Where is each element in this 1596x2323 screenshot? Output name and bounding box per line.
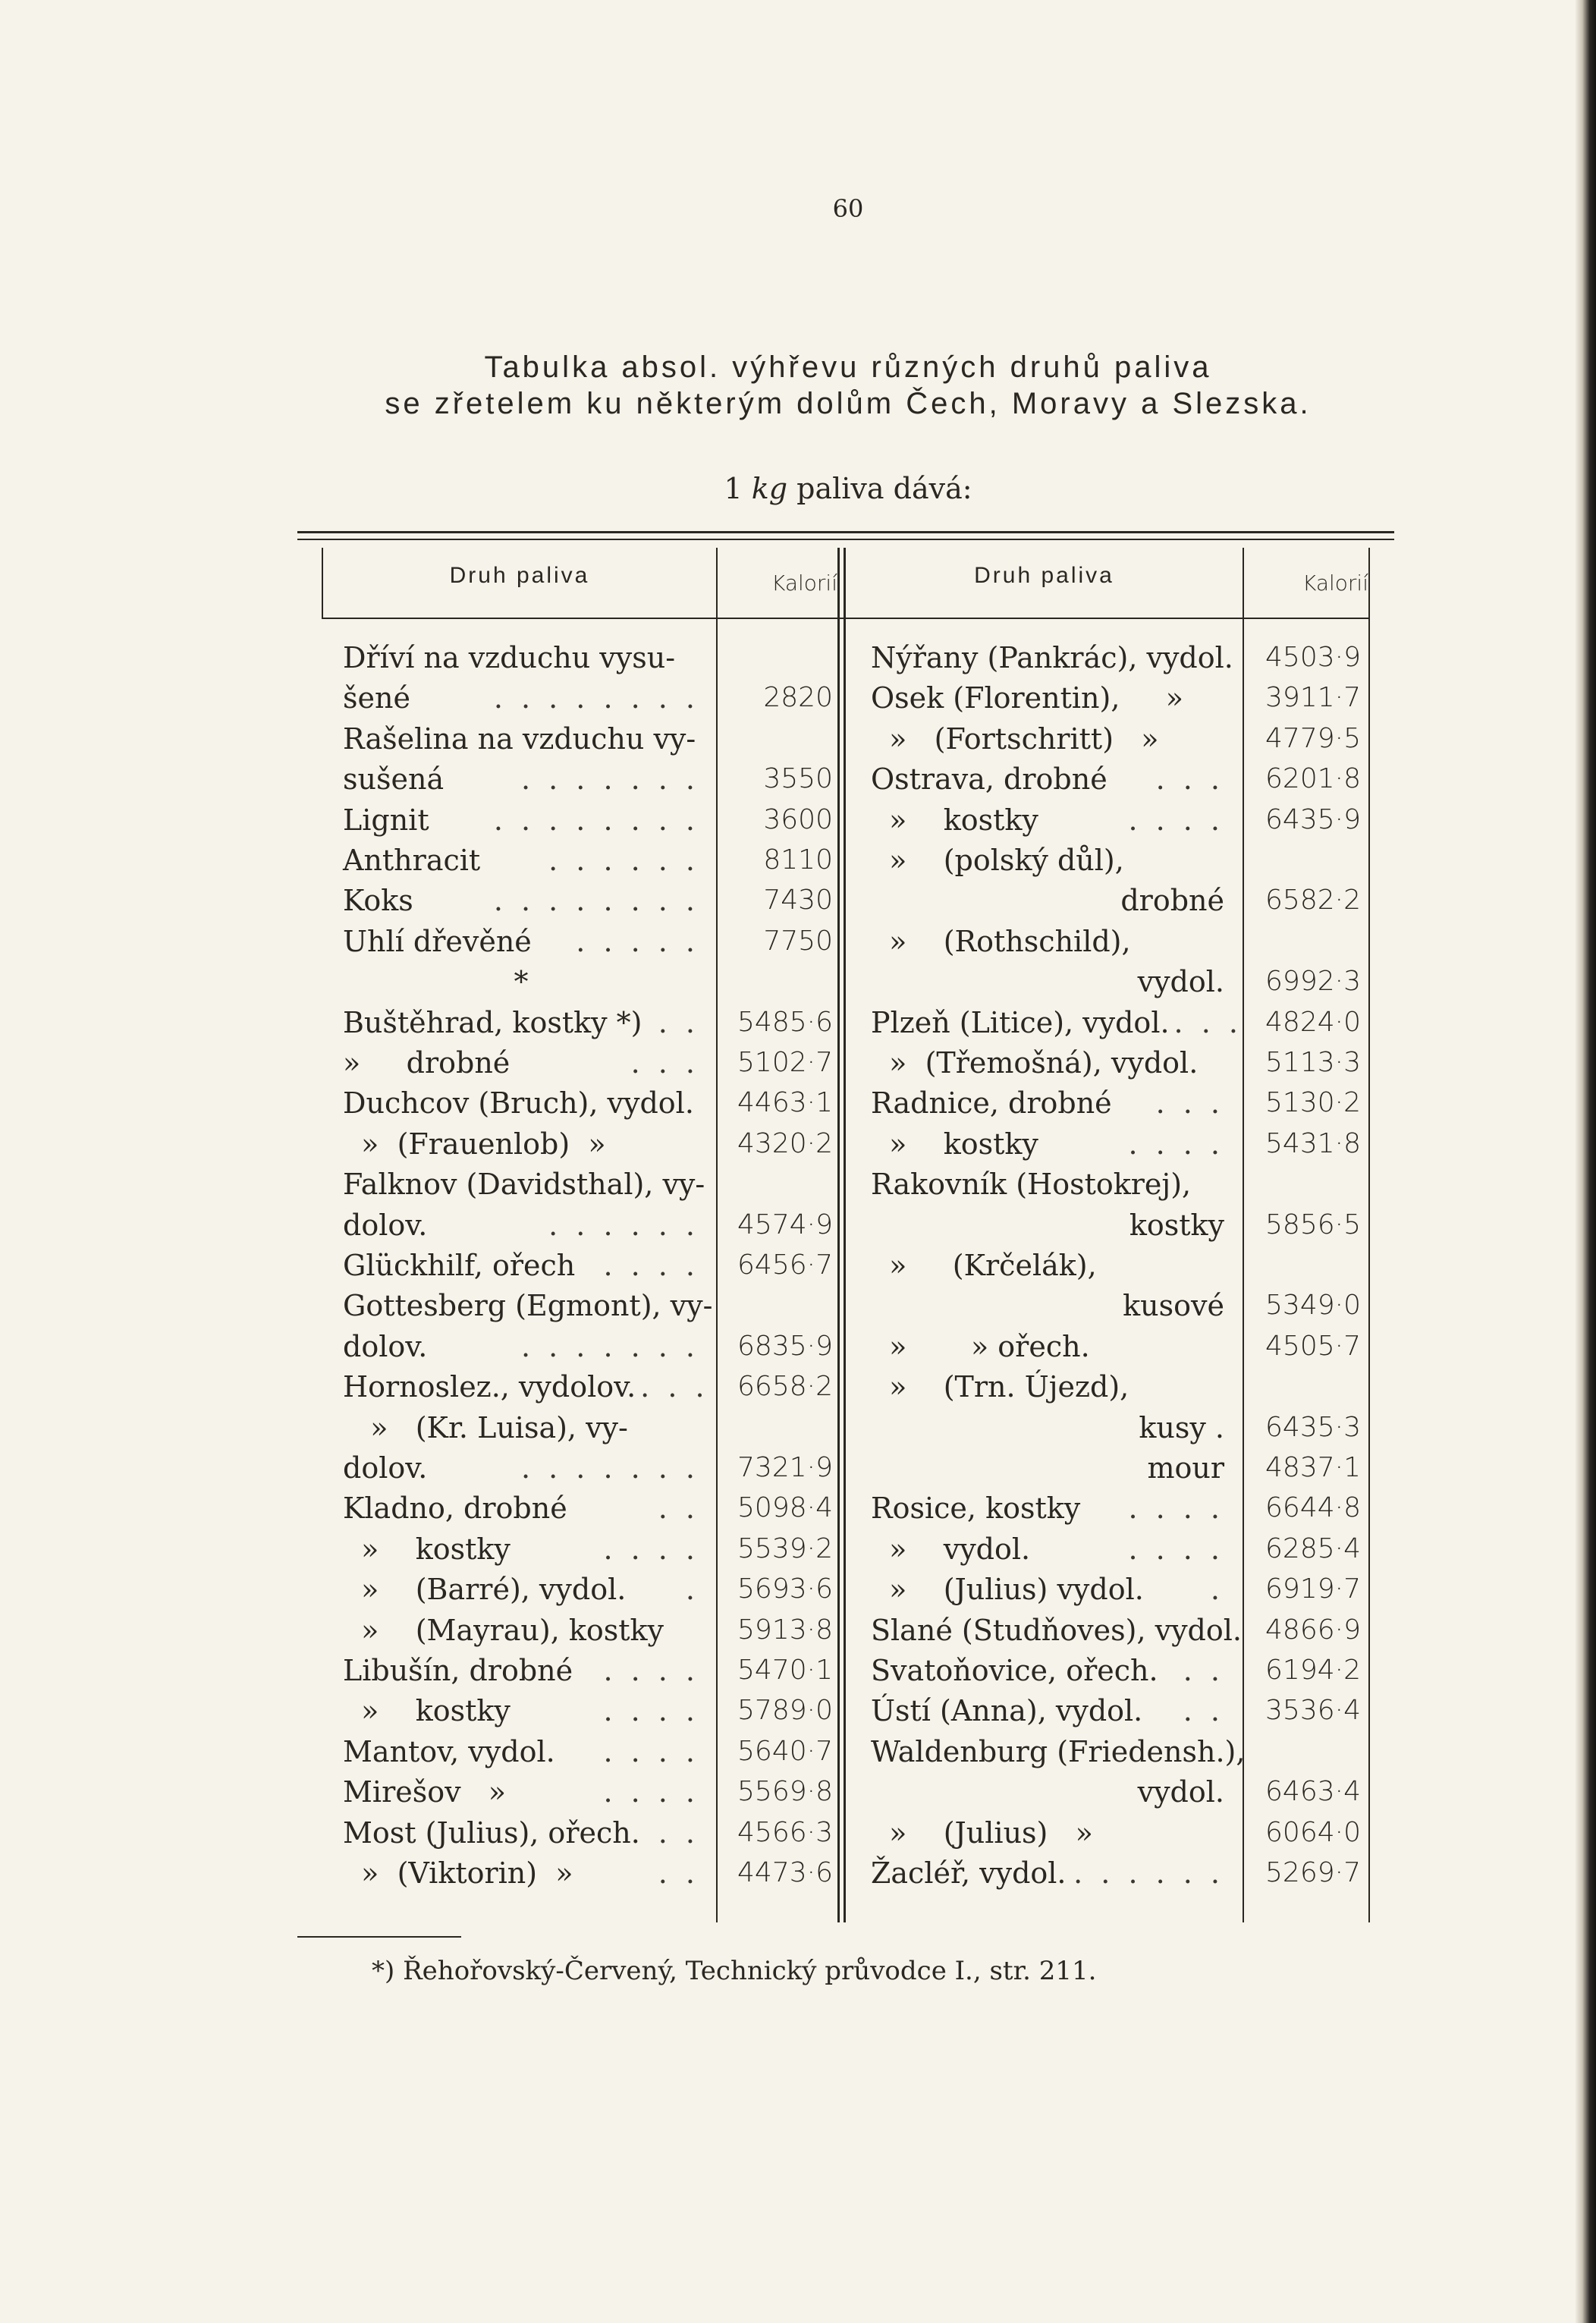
- fuel-name: Uhlí dřevěné: [343, 925, 532, 958]
- fuel-name: Rašelina na vzduchu vy-: [343, 722, 696, 756]
- right-row-label: [871, 1326, 1224, 1367]
- left-row-label: [343, 880, 699, 921]
- right-row-label: [871, 1731, 1246, 1772]
- fuel-name: Radnice, drobné: [871, 1086, 1112, 1120]
- dot-leader: . . . . . .: [548, 844, 699, 877]
- left-row-label: [343, 840, 699, 881]
- calorie-value: 2820: [763, 682, 833, 713]
- dot-leader: . . . . . . .: [520, 1330, 699, 1363]
- left-row-label: [343, 1326, 699, 1367]
- dot-leader: . . .: [1155, 762, 1224, 796]
- calorie-value: 7430: [763, 885, 833, 916]
- calorie-value: 6919·7: [1265, 1573, 1361, 1605]
- left-row-label: [343, 1529, 699, 1570]
- dot-leader: .: [685, 1573, 699, 1606]
- right-border-line: [1368, 548, 1370, 1922]
- left-row-label: [343, 1285, 713, 1326]
- right-row-label: [871, 800, 1224, 841]
- fuel-name: » (Rothschild),: [871, 925, 1131, 958]
- fuel-name: dolov.: [343, 1209, 428, 1242]
- right-row-label: [871, 1448, 1224, 1488]
- right-row-label: [871, 1164, 1224, 1205]
- right-row-label: [871, 880, 1224, 921]
- calorie-value: 4566·3: [737, 1817, 833, 1848]
- header-right-calories: Kalorií: [1302, 571, 1368, 596]
- right-row-label: [871, 1285, 1224, 1326]
- dot-leader: . .: [658, 1856, 699, 1890]
- fuel-name: *: [514, 965, 529, 998]
- fuel-name: dolov.: [343, 1451, 428, 1485]
- table-top-rule: [297, 531, 1394, 533]
- calorie-value: 5485·6: [737, 1007, 833, 1038]
- calorie-value: 6658·2: [737, 1371, 833, 1402]
- dot-leader: . . . .: [1128, 1532, 1224, 1566]
- fuel-name: » (Barré), vydol.: [343, 1573, 627, 1606]
- dot-leader: . . . . . . .: [520, 1451, 699, 1485]
- fuel-name: vydol.: [1137, 1775, 1224, 1809]
- left-row-label: [343, 1002, 699, 1043]
- fuel-name: Glückhilf, ořech: [343, 1249, 576, 1282]
- table-top-rule-2: [297, 539, 1394, 540]
- footnote: *) Řehořovský-Červený, Technický průvodce I., str. 211.: [372, 1956, 1097, 1986]
- left-row-label: [343, 1731, 699, 1772]
- dot-leader: .: [1210, 1573, 1224, 1606]
- calorie-value: 4505·7: [1265, 1331, 1361, 1362]
- fuel-name: Rakovník (Hostokrej),: [871, 1168, 1192, 1201]
- calorie-value: 5856·5: [1265, 1209, 1361, 1240]
- calorie-value: 5130·2: [1265, 1087, 1361, 1118]
- fuel-name: Dříví na vzduchu vysu-: [343, 641, 676, 674]
- fuel-name: Nýřany (Pankrác), vydol.: [871, 641, 1233, 674]
- calorie-value: 4779·5: [1265, 723, 1361, 754]
- fuel-name: Svatoňovice, ořech.: [871, 1654, 1158, 1687]
- center-double-line-b: [844, 548, 846, 1922]
- calorie-value: 5539·2: [737, 1533, 833, 1564]
- left-row-label: [343, 1042, 699, 1083]
- dot-leader: . . . .: [1128, 803, 1224, 837]
- left-row-label: [343, 1366, 709, 1407]
- calorie-value: 7750: [763, 926, 833, 957]
- fuel-name: » (Krčelák),: [871, 1249, 1097, 1282]
- fuel-name: Osek (Florentin), »: [871, 681, 1184, 715]
- calorie-value: 3550: [763, 763, 833, 794]
- left-row-label: [343, 921, 699, 962]
- dot-leader: . . .: [1173, 1006, 1243, 1039]
- left-row-label: [343, 718, 699, 759]
- fuel-name: » kostky: [343, 1532, 511, 1566]
- calorie-value: 6644·8: [1265, 1492, 1361, 1523]
- left-row-label: [343, 961, 699, 1002]
- calorie-value: 4503·9: [1265, 642, 1361, 673]
- right-row-label: [871, 1083, 1224, 1124]
- dot-leader: . . . .: [603, 1654, 699, 1687]
- fuel-name: Ústí (Anna), vydol.: [871, 1694, 1143, 1727]
- right-row-label: [871, 718, 1224, 759]
- fuel-name: Ostrava, drobné: [871, 762, 1107, 796]
- fuel-name: » vydol.: [871, 1532, 1031, 1566]
- fuel-name: sušená: [343, 762, 445, 796]
- right-row-label: [871, 921, 1224, 962]
- fuel-name: Anthracit: [343, 844, 481, 877]
- dot-leader: . . . . . .: [548, 1209, 699, 1242]
- left-row-label: [343, 1569, 699, 1610]
- fuel-name: » (Viktorin) »: [343, 1856, 573, 1890]
- fuel-name: » (polský důl),: [871, 844, 1124, 877]
- right-row-label: [871, 1124, 1224, 1165]
- left-row-label: [343, 1448, 699, 1488]
- right-row-label: [871, 1407, 1224, 1448]
- dot-leader: . . . . . .: [1073, 1856, 1224, 1890]
- left-row-label: [343, 1812, 699, 1853]
- calorie-value: 5693·6: [737, 1573, 833, 1605]
- fuel-name: Gottesberg (Egmont), vy-: [343, 1289, 713, 1322]
- calorie-value: 3536·4: [1265, 1695, 1361, 1726]
- calorie-value: 6201·8: [1265, 763, 1361, 794]
- calorie-value: 5470·1: [737, 1655, 833, 1686]
- left-row-label: [343, 1650, 699, 1691]
- fuel-name: kusy .: [1139, 1411, 1224, 1444]
- calorie-value: 8110: [763, 844, 833, 875]
- right-row-label: [871, 759, 1224, 800]
- left-row-label: [343, 759, 699, 800]
- calorie-value: 6435·9: [1265, 804, 1361, 835]
- dot-leader: . .: [1183, 1654, 1224, 1687]
- fuel-name: Mirešov »: [343, 1775, 507, 1809]
- dot-leader: . .: [658, 1492, 699, 1525]
- fuel-name: » drobné: [343, 1046, 511, 1080]
- dot-leader: . . . .: [603, 1735, 699, 1768]
- calorie-value: 6285·4: [1265, 1533, 1361, 1564]
- calorie-value: 4320·2: [737, 1128, 833, 1159]
- calorie-value: 5640·7: [737, 1736, 833, 1767]
- dot-leader: . . .: [630, 1046, 699, 1080]
- right-row-label: [871, 1650, 1224, 1691]
- calorie-value: 5102·7: [737, 1047, 833, 1078]
- fuel-name: » (Julius) vydol.: [871, 1573, 1144, 1606]
- table-subtitle: [0, 472, 1596, 505]
- fuel-name: Waldenburg (Friedensh.),: [871, 1735, 1246, 1768]
- right-row-label: [871, 961, 1224, 1002]
- calorie-value: 7321·9: [737, 1452, 833, 1483]
- header-right-fuel-type: Druh paliva: [974, 563, 1114, 588]
- left-row-label: [343, 1407, 699, 1448]
- left-row-label: [343, 1610, 699, 1651]
- right-row-label: [871, 1690, 1224, 1731]
- fuel-name: kostky: [1129, 1209, 1224, 1242]
- left-row-label: [343, 1124, 699, 1165]
- calorie-value: 4473·6: [737, 1857, 833, 1888]
- fuel-name: » (Julius) »: [871, 1816, 1093, 1850]
- dot-leader: . . . .: [1128, 1127, 1224, 1161]
- fuel-name: » » ořech.: [871, 1330, 1090, 1363]
- fuel-name: Libušín, drobné: [343, 1654, 573, 1687]
- fuel-name: dolov.: [343, 1330, 428, 1363]
- dot-leader: . . . .: [603, 1775, 699, 1809]
- dot-leader: . . .: [1155, 1086, 1224, 1120]
- left-row-label: [343, 1853, 699, 1894]
- left-row-label: [343, 1205, 699, 1246]
- right-row-label: [871, 1529, 1224, 1570]
- calorie-value: 6992·3: [1265, 966, 1361, 997]
- right-row-label: [871, 677, 1224, 718]
- fuel-name: » (Frauenlob) »: [343, 1127, 606, 1161]
- fuel-name: Kladno, drobné: [343, 1492, 567, 1525]
- fuel-name: Žacléř, vydol.: [871, 1856, 1067, 1890]
- fuel-name: » (Trn. Újezd),: [871, 1370, 1129, 1404]
- dot-leader: . .: [1183, 1694, 1224, 1727]
- fuel-name: » kostky: [343, 1694, 511, 1727]
- right-row-label: [871, 1610, 1242, 1651]
- fuel-name: » kostky: [871, 803, 1038, 837]
- dot-leader: . . . .: [603, 1532, 699, 1566]
- fuel-name: Koks: [343, 884, 413, 917]
- fuel-name: Most (Julius), ořech.: [343, 1816, 640, 1850]
- right-row-label: [871, 1245, 1224, 1286]
- dot-leader: . . . .: [1128, 1492, 1224, 1525]
- fuel-name: » kostky: [871, 1127, 1038, 1161]
- fuel-name: šené: [343, 681, 410, 715]
- dot-leader: . . . . . . . .: [493, 803, 699, 837]
- left-row-label: [343, 1083, 699, 1124]
- right-row-label: [871, 840, 1224, 881]
- left-row-label: [343, 677, 699, 718]
- subtitle-prefix: 1: [724, 472, 752, 505]
- calorie-value: 5113·3: [1265, 1047, 1361, 1078]
- calorie-value: 4574·9: [737, 1209, 833, 1240]
- calorie-value: 5098·4: [737, 1492, 833, 1523]
- fuel-name: Falknov (Davidsthal), vy-: [343, 1168, 705, 1201]
- table-title-line-2: se zřetelem ku některým dolům Čech, Moravy a Slezska.: [385, 387, 1312, 420]
- dot-leader: . . . . .: [576, 925, 699, 958]
- fuel-name: » (Kr. Luisa), vy-: [343, 1411, 628, 1444]
- right-row-label: [871, 1002, 1243, 1043]
- fuel-name: Lignit: [343, 803, 429, 837]
- left-row-label: [343, 637, 699, 678]
- fuel-name: Duchcov (Bruch), vydol.: [343, 1086, 694, 1120]
- right-row-label: [871, 1366, 1224, 1407]
- calorie-value: 4866·9: [1265, 1614, 1361, 1646]
- right-row-label: [871, 1569, 1224, 1610]
- dot-leader: . . . . . . . .: [493, 681, 699, 715]
- calorie-value: 6463·4: [1265, 1776, 1361, 1807]
- fuel-name: Slané (Studňoves), vydol.: [871, 1614, 1242, 1647]
- left-column-divider: [716, 548, 718, 1922]
- calorie-value: 4463·1: [737, 1087, 833, 1118]
- left-row-label: [343, 1164, 705, 1205]
- calorie-value: 6194·2: [1265, 1655, 1361, 1686]
- right-row-label: [871, 1853, 1224, 1894]
- right-row-label: [871, 637, 1233, 678]
- calorie-value: 4837·1: [1265, 1452, 1361, 1483]
- calorie-value: 6435·3: [1265, 1412, 1361, 1443]
- calorie-value: 4824·0: [1265, 1007, 1361, 1038]
- fuel-name: vydol.: [1137, 965, 1224, 998]
- fuel-name: » (Fortschritt) »: [871, 722, 1159, 756]
- fuel-name: Rosice, kostky: [871, 1492, 1081, 1525]
- fuel-name: Buštěhrad, kostky *): [343, 1006, 642, 1039]
- fuel-name: mour: [1147, 1451, 1224, 1485]
- center-double-line-a: [837, 548, 840, 1922]
- calorie-value: 6582·2: [1265, 885, 1361, 916]
- calorie-value: 5349·0: [1265, 1290, 1361, 1321]
- dot-leader: . . . .: [603, 1249, 699, 1282]
- right-row-label: [871, 1205, 1224, 1246]
- subtitle-unit: kg: [751, 472, 788, 505]
- fuel-name: Hornoslez., vydolov.: [343, 1370, 636, 1404]
- fuel-name: Mantov, vydol.: [343, 1735, 555, 1768]
- left-row-label: [343, 1690, 699, 1731]
- footnote-rule: [297, 1936, 461, 1938]
- header-bottom-rule: [322, 618, 1370, 619]
- fuel-name: » (Mayrau), kostky: [343, 1614, 664, 1647]
- fuel-name: drobné: [1120, 884, 1224, 917]
- fuel-name: kusové: [1123, 1289, 1224, 1322]
- header-left-fuel-type: Druh paliva: [449, 563, 590, 588]
- calorie-value: 3911·7: [1265, 682, 1361, 713]
- calorie-value: 5913·8: [737, 1614, 833, 1646]
- dot-leader: . . . .: [603, 1694, 699, 1727]
- calorie-value: 6064·0: [1265, 1817, 1361, 1848]
- calorie-value: 6456·7: [737, 1250, 833, 1281]
- right-column-divider: [1243, 548, 1244, 1922]
- table-title-line-1: Tabulka absol. výhřevu různých druhů paliva: [484, 350, 1212, 384]
- calorie-value: 5431·8: [1265, 1128, 1361, 1159]
- left-row-label: [343, 1771, 699, 1812]
- calorie-value: 5569·8: [737, 1776, 833, 1807]
- right-row-label: [871, 1488, 1224, 1529]
- right-row-label: [871, 1042, 1224, 1083]
- calorie-value: 5269·7: [1265, 1857, 1361, 1888]
- fuel-name: » (Třemošná), vydol.: [871, 1046, 1199, 1080]
- dot-leader: . . .: [640, 1370, 709, 1404]
- dot-leader: . .: [658, 1816, 699, 1850]
- dot-leader: . . . . . . . .: [493, 884, 699, 917]
- left-row-label: [343, 800, 699, 841]
- left-row-label: [343, 1488, 699, 1529]
- right-row-label: [871, 1812, 1224, 1853]
- page-number: 60: [832, 194, 864, 223]
- subtitle-suffix: paliva dává:: [787, 472, 972, 505]
- fuel-name: Plzeň (Litice), vydol.: [871, 1006, 1170, 1039]
- right-row-label: [871, 1771, 1224, 1812]
- left-row-label: [343, 1245, 699, 1286]
- header-left-calories: Kalorií: [771, 571, 837, 596]
- calorie-value: 6835·9: [737, 1331, 833, 1362]
- calorie-value: 5789·0: [737, 1695, 833, 1726]
- calorie-value: 3600: [763, 804, 833, 835]
- dot-leader: . . . . . . .: [520, 762, 699, 796]
- dot-leader: . .: [658, 1006, 699, 1039]
